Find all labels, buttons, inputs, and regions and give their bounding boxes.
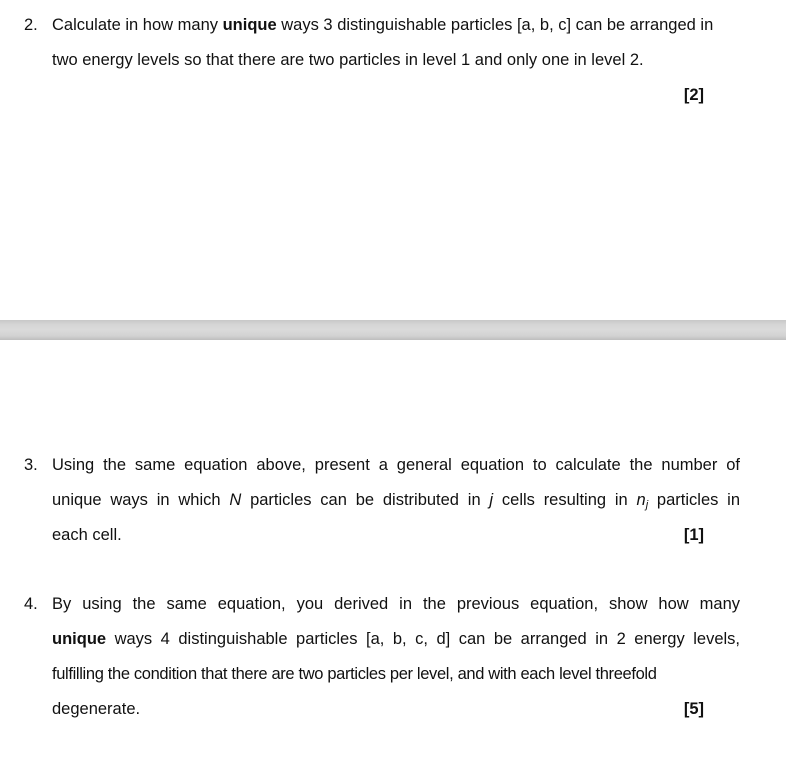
- variable-n-subscript: j: [645, 499, 649, 511]
- question-2-marks: [2]: [683, 86, 704, 104]
- variable-N: N: [229, 491, 242, 509]
- question-3-line-3: each cell.: [52, 526, 122, 544]
- unique-emphasis: unique: [52, 630, 107, 648]
- question-4-line-1: By using the same equation, you derived in the previous equation, show how many: [52, 595, 740, 613]
- question-2-number: 2.: [24, 16, 38, 34]
- question-3-line-1: Using the same equation above, present a general equation to calculate the number of: [52, 456, 740, 474]
- question-4-number: 4.: [24, 595, 38, 613]
- question-4-marks: [5]: [683, 700, 704, 718]
- question-3-marks: [1]: [683, 526, 704, 544]
- question-2-text: [52, 8, 740, 78]
- unique-emphasis: unique: [222, 16, 277, 34]
- question-4-line-4: degenerate.: [52, 700, 141, 718]
- variable-n: n: [636, 491, 646, 509]
- question-3-line-2: unique ways in which N particles can be distributed in j cells resulting in $n_j$ particles in: [52, 491, 740, 511]
- question-4-line-2: unique ways 4 distinguishable particles [a, b, c, d] can be arranged in 2 energy levels,: [52, 630, 740, 648]
- question-4-line-3: fulfilling the condition that there are two particles per level, and with each level threefold: [52, 665, 657, 683]
- question-3-number: 3.: [24, 456, 38, 474]
- question-4-text: [52, 587, 740, 727]
- variable-j: j: [489, 491, 494, 509]
- question-3-text: [52, 448, 740, 553]
- question-2-line-1: Calculate in how many unique ways 3 distinguishable particles [a, b, c] can be arranged in: [52, 16, 714, 34]
- question-2-line-2: two energy levels so that there are two particles in level 1 and only one in level 2.: [52, 51, 644, 69]
- page-separator: [0, 320, 786, 340]
